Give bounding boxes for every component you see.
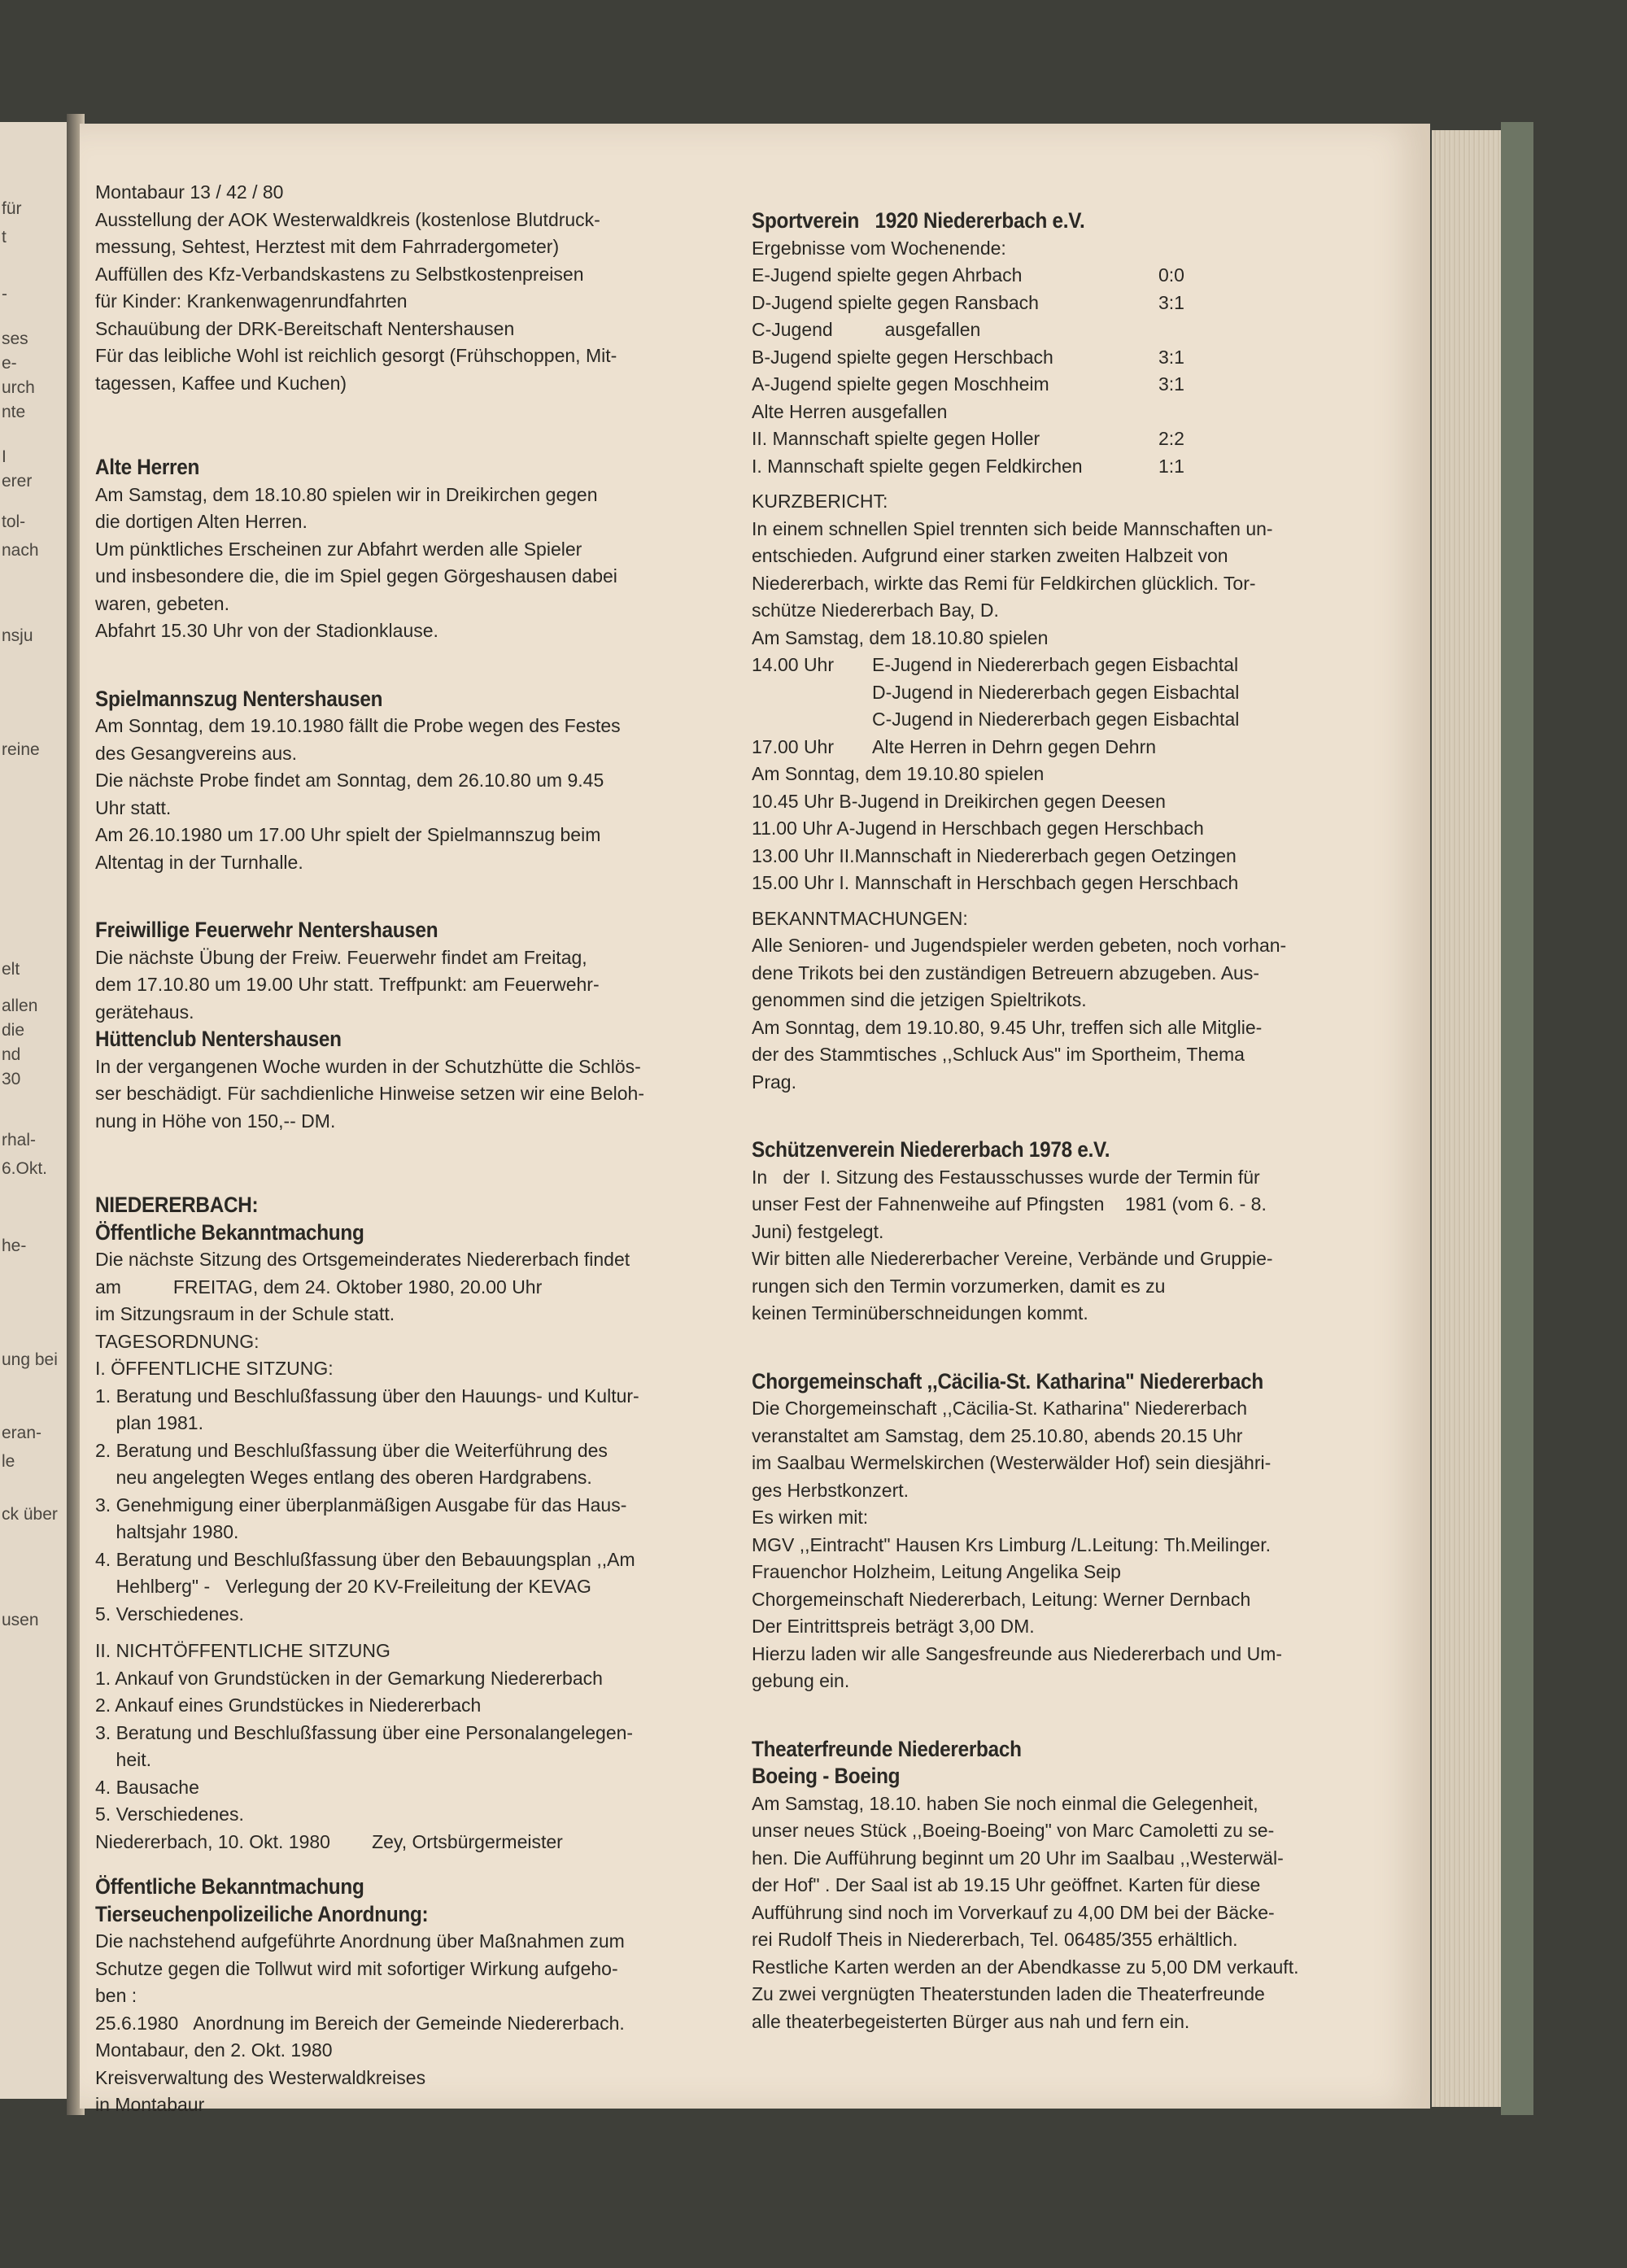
text-line: im Saalbau Wermelskirchen (Westerwälder Hof) sein diesjähri- (752, 1452, 1272, 1473)
left-page-fragment: erer (2, 472, 33, 491)
niedererbach-section (95, 1192, 722, 1856)
section-title: Alte Herren (95, 455, 200, 479)
agenda-item: 1. Beratung und Beschlußfassung über den Hauungs- und Kultur- (95, 1385, 639, 1407)
schedule-time: 14.00 Uhr (752, 654, 835, 675)
text-line: Auffüllen des Kfz-Verbandskastens zu Selbstkostenpreisen (95, 263, 584, 285)
left-page-fragment: 6.Okt. (2, 1159, 48, 1178)
text-line: Abfahrt 15.30 Uhr von der Stadionklause. (95, 620, 438, 641)
schedule-line: 11.00 Uhr A-Jugend in Herschbach gegen Herschbach (752, 818, 1204, 839)
tierseuchen-section (95, 1873, 722, 2119)
section-subtitle: Tierseuchenpolizeiliche Anordnung: (95, 1901, 429, 1926)
schedule-text: D-Jugend in Niedererbach gegen Eisbachtal (872, 681, 1240, 703)
text-line: der Hof" . Der Saal ist ab 19.15 Uhr geöffnet. Karten für diese (752, 1874, 1261, 1895)
text-line: alle theaterbegeisterten Bürger aus nah und fern ein. (752, 2010, 1190, 2032)
text-line: gerätehaus. (95, 1001, 194, 1023)
text-line: genommen sind die jetzigen Spieltrikots. (752, 989, 1087, 1010)
text-line: entschieden. Aufgrund einer starken zweiten Halbzeit von (752, 545, 1228, 566)
text-line: MGV ,,Eintracht" Hausen Krs Limburg /L.Leitung: Th.Meilinger. (752, 1533, 1271, 1555)
result-row (752, 290, 1411, 317)
text-line: Die nächste Übung der Freiw. Feuerwehr findet am Freitag, (95, 946, 587, 968)
previous-page-edge (0, 122, 72, 2099)
agenda-item: 3. Genehmigung einer überplanmäßigen Ausgabe für das Haus- (95, 1494, 627, 1516)
left-page-fragment: nsju (2, 626, 33, 645)
agenda-item: haltsjahr 1980. (95, 1521, 239, 1542)
section-subtitle: Boeing - Boeing (752, 1764, 901, 1788)
left-page-fragment: ung bei (2, 1350, 58, 1369)
text-line: Montabaur, den 2. Okt. 1980 (95, 2039, 333, 2061)
huettenclub-section (95, 1026, 722, 1135)
result-row (752, 262, 1411, 290)
schedule-row (752, 652, 1411, 679)
text-line: Um pünktliches Erscheinen zur Abfahrt werden alle Spieler (95, 538, 582, 560)
text-line: In einem schnellen Spiel trennten sich beide Mannschaften un- (752, 517, 1273, 539)
public-session-title: I. ÖFFENTLICHE SITZUNG: (95, 1358, 334, 1379)
agenda-item: 1. Ankauf von Grundstücken in der Gemarkung Niedererbach (95, 1667, 603, 1689)
left-page-fragment: eran- (2, 1424, 42, 1442)
schedule-time (752, 706, 872, 734)
text-line: 25.6.1980 Anordnung im Bereich der Gemeinde Niedererbach. (95, 2012, 625, 2034)
result-team: I. Mannschaft spielte gegen Feldkirchen (752, 455, 1083, 477)
agenda-item: 4. Beratung und Beschlußfassung über den Bebauungsplan ,,Am (95, 1548, 635, 1570)
left-page-fragment: die (2, 1021, 25, 1040)
text-line: In der I. Sitzung des Festausschusses wurde der Termin für (752, 1166, 1260, 1188)
result-team: II. Mannschaft spielte gegen Holler (752, 428, 1040, 449)
section-title: Chorgemeinschaft ,,Cäcilia-St. Katharina" Niedererbach (752, 1368, 1263, 1394)
text-line: ges Herbstkonzert. (752, 1479, 909, 1501)
text-line: In der vergangenen Woche wurden in der Schutzhütte die Schlös- (95, 1055, 641, 1077)
agenda-item: 3. Beratung und Beschlußfassung über eine Personalangelegen- (95, 1721, 634, 1743)
text-line: Am Samstag, dem 18.10.80 spielen wir in Dreikirchen gegen (95, 483, 598, 505)
left-page-fragment: elt (2, 960, 20, 979)
section-title: Sportverein 1920 Niedererbach e.V. (752, 208, 1085, 233)
text-line: Frauenchor Holzheim, Leitung Angelika Seip (752, 1561, 1121, 1582)
text-line: Aufführung sind noch im Vorverkauf zu 4,00 DM bei der Bäcke- (752, 1901, 1275, 1923)
left-page-fragment: allen (2, 997, 38, 1015)
private-session-title: II. NICHTÖFFENTLICHE SITZUNG (95, 1640, 390, 1661)
section-subtitle: Öffentliche Bekanntmachung (95, 1219, 364, 1245)
section-title: Freiwillige Feuerwehr Nentershausen (95, 918, 438, 942)
result-row (752, 344, 1411, 372)
result-team: C-Jugend ausgefallen (752, 319, 981, 340)
result-row (752, 371, 1411, 399)
result-score: 3:1 (1158, 346, 1184, 368)
schedule-row (752, 734, 1411, 761)
left-page-fragment: I (2, 447, 7, 466)
section-title: Öffentliche Bekanntmachung (95, 1874, 364, 1899)
text-line: Schauübung der DRK-Bereitschaft Nentershausen (95, 317, 515, 339)
text-line: Am Sonntag, dem 19.10.80 spielen (752, 763, 1045, 784)
agenda-item: 2. Beratung und Beschlußfassung über die Weiterführung des (95, 1439, 608, 1461)
text-line: unser Fest der Fahnenweihe auf Pfingsten 1981 (vom 6. - 8. (752, 1193, 1267, 1215)
text-line: Zu zwei vergnügten Theaterstunden laden die Theaterfreunde (752, 1983, 1265, 2004)
result-row (752, 453, 1411, 481)
result-score: 3:1 (1158, 373, 1184, 395)
agenda-item: 2. Ankauf eines Grundstückes in Niedererbach (95, 1694, 482, 1716)
text-line: Schutze gegen die Tollwut wird mit sofortiger Wirkung aufgeho- (95, 1957, 618, 1979)
text-line: gebung ein. (752, 1670, 850, 1691)
text-line: Hierzu laden wir alle Sangesfreunde aus Niedererbach und Um- (752, 1642, 1283, 1664)
agenda-title: TAGESORDNUNG: (95, 1330, 260, 1352)
text-line: veranstaltet am Samstag, dem 25.10.80, abends 20.15 Uhr (752, 1424, 1243, 1446)
result-team: Alte Herren ausgefallen (752, 400, 948, 422)
section-title: NIEDERERBACH: (95, 1193, 259, 1217)
agenda-item: neu angelegten Weges entlang des oberen Hardgrabens. (95, 1467, 592, 1488)
agenda-item: Hehlberg" - Verlegung der 20 KV-Freileitung der KEVAG (95, 1576, 591, 1597)
text-line: Die nächste Sitzung des Ortsgemeinderates Niedererbach findet (95, 1249, 630, 1270)
text-line: Am Samstag, dem 18.10.80 spielen (752, 626, 1049, 648)
result-team: A-Jugend spielte gegen Moschheim (752, 373, 1049, 395)
text-line: Chorgemeinschaft Niedererbach, Leitung: Werner Dernbach (752, 1588, 1251, 1610)
montabaur-event-block (95, 179, 722, 397)
text-line: Die nächste Probe findet am Sonntag, dem 26.10.80 um 9.45 (95, 770, 604, 791)
result-score: 0:0 (1158, 264, 1184, 286)
text-line: ben : (95, 1985, 137, 2006)
schedule-time: 17.00 Uhr (752, 735, 835, 757)
text-line: Kreisverwaltung des Westerwaldkreises (95, 2066, 426, 2088)
kurzbericht-title: KURZBERICHT: (752, 491, 888, 512)
result-team: E-Jugend spielte gegen Ahrbach (752, 264, 1023, 286)
theaterfreunde-section (752, 1736, 1411, 2036)
left-page-fragment: le (2, 1452, 15, 1471)
schuetzenverein-section (752, 1136, 1411, 1328)
schedule-time (752, 679, 872, 707)
text-line: Am Sonntag, dem 19.10.1980 fällt die Probe wegen des Festes (95, 715, 621, 736)
text-line: am FREITAG, dem 24. Oktober 1980, 20.00 Uhr (95, 1276, 543, 1298)
text-line: Am Sonntag, dem 19.10.80, 9.45 Uhr, treffen sich alle Mitglie- (752, 1016, 1263, 1038)
text-line: der des Stammtisches ,,Schluck Aus" im Sportheim, Thema (752, 1044, 1245, 1065)
saturday-schedule (752, 652, 1411, 761)
text-line: Montabaur 13 / 42 / 80 (95, 181, 284, 203)
result-row (752, 316, 1411, 344)
left-page-fragment: t (2, 228, 7, 246)
text-line: tagessen, Kaffee und Kuchen) (95, 372, 347, 394)
schedule-text: Alte Herren in Dehrn gegen Dehrn (872, 735, 1157, 757)
text-line: Alle Senioren- und Jugendspieler werden gebeten, noch vorhan- (752, 935, 1287, 956)
agenda-item: 4. Bausache (95, 1776, 199, 1798)
left-page-fragment: usen (2, 1611, 39, 1629)
book-cover-edge (1501, 122, 1533, 2115)
alte-herren-section (95, 454, 722, 645)
text-line: ser beschädigt. Für sachdienliche Hinweise setzen wir eine Beloh- (95, 1083, 645, 1104)
text-line: schütze Niedererbach Bay, D. (752, 600, 999, 621)
spielmannszug-section (95, 686, 722, 877)
schedule-line: 10.45 Uhr B-Jugend in Dreikirchen gegen Deesen (752, 790, 1166, 812)
text-line: Der Eintrittspreis beträgt 3,00 DM. (752, 1616, 1035, 1637)
text-line: Ausstellung der AOK Westerwaldkreis (kostenlose Blutdruck- (95, 208, 600, 230)
text-line: hen. Die Aufführung beginnt um 20 Uhr im Saalbau ,,Westerwäl- (752, 1847, 1284, 1869)
text-line: Wir bitten alle Niedererbacher Vereine, Verbände und Gruppie- (752, 1248, 1273, 1269)
left-page-fragment: ck über (2, 1505, 58, 1524)
text-line: Es wirken mit: (752, 1507, 869, 1528)
left-page-fragment: nach (2, 541, 39, 560)
section-title: Schützenverein Niedererbach 1978 e.V. (752, 1137, 1110, 1162)
schedule-row (752, 679, 1411, 707)
text-line: keinen Terminüberschneidungen kommt. (752, 1302, 1088, 1324)
left-page-fragment: he- (2, 1236, 27, 1255)
text-line: waren, gebeten. (95, 592, 229, 614)
result-score (1158, 399, 1240, 426)
agenda-item: 5. Verschiedenes. (95, 1803, 244, 1825)
text-line: und insbesondere die, die im Spiel gegen Görgeshausen dabei (95, 565, 617, 587)
result-row (752, 425, 1411, 453)
text-line: dene Trikots bei den zuständigen Betreuern abzugeben. Aus- (752, 962, 1259, 984)
left-page-fragment: für (2, 199, 22, 218)
text-line: Juni) festgelegt. (752, 1220, 884, 1242)
page-block-edge (1432, 130, 1501, 2107)
text-line: die dortigen Alten Herren. (95, 511, 308, 532)
left-page-fragment: rhal- (2, 1131, 37, 1149)
left-page-fragment: tol- (2, 512, 26, 531)
section-title: Hüttenclub Nentershausen (95, 1027, 342, 1051)
result-team: B-Jugend spielte gegen Herschbach (752, 346, 1053, 368)
text-line: unser neues Stück ,,Boeing-Boeing" von Marc Camoletti zu se- (752, 1820, 1275, 1841)
text-line: Prag. (752, 1071, 796, 1093)
result-score: 3:1 (1158, 291, 1184, 313)
agenda-item: heit. (95, 1749, 152, 1770)
left-page-fragment: nd (2, 1045, 21, 1064)
text-line: des Gesangvereins aus. (95, 742, 298, 764)
text-line: messung, Sehtest, Herztest mit dem Fahrradergometer) (95, 236, 560, 257)
right-column (752, 207, 1411, 2035)
sportverein-section (752, 207, 1411, 1096)
agenda-item: plan 1981. (95, 1412, 203, 1433)
bekanntmachungen-title: BEKANNTMACHUNGEN: (752, 907, 968, 929)
text-line: Ergebnisse vom Wochenende: (752, 237, 1006, 259)
text-line: im Sitzungsraum in der Schule statt. (95, 1303, 395, 1324)
schedule-row (752, 706, 1411, 734)
left-page-fragment: ses (2, 329, 28, 348)
schedule-text: E-Jugend in Niedererbach gegen Eisbachtal (872, 654, 1239, 675)
left-column (95, 179, 722, 2119)
result-team: D-Jugend spielte gegen Ransbach (752, 291, 1039, 313)
text-line: Die nachstehend aufgeführte Anordnung über Maßnahmen zum (95, 1930, 625, 1952)
schedule-line: 15.00 Uhr I. Mannschaft in Herschbach gegen Herschbach (752, 872, 1239, 893)
result-row (752, 399, 1411, 426)
chorgemeinschaft-section (752, 1368, 1411, 1695)
text-line: in Montabaur (95, 2094, 205, 2115)
text-line: Für das leibliche Wohl ist reichlich gesorgt (Frühschoppen, Mit- (95, 345, 617, 366)
text-line: für Kinder: Krankenwagenrundfahrten (95, 290, 408, 312)
left-page-fragment: urch (2, 378, 35, 397)
text-line: Die Chorgemeinschaft ,,Cäcilia-St. Katharina" Niedererbach (752, 1398, 1248, 1419)
text-line: Am 26.10.1980 um 17.00 Uhr spielt der Spielmannszug beim (95, 824, 601, 845)
text-line: rungen sich den Termin vorzumerken, damit es zu (752, 1275, 1166, 1297)
feuerwehr-section (95, 917, 722, 1026)
text-line: dem 17.10.80 um 19.00 Uhr statt. Treffpunkt: am Feuerwehr- (95, 974, 600, 995)
results-table (752, 262, 1411, 480)
result-score (1158, 316, 1240, 344)
left-page-fragment: reine (2, 740, 40, 759)
left-page-fragment: - (2, 285, 7, 303)
section-title: Theaterfreunde Niedererbach (752, 1736, 1022, 1761)
agenda-item: 5. Verschiedenes. (95, 1603, 244, 1625)
left-page-fragment: nte (2, 403, 26, 421)
left-page-fragment: 30 (2, 1070, 21, 1088)
result-score: 2:2 (1158, 428, 1184, 449)
signature-line: Niedererbach, 10. Okt. 1980 Zey, Ortsbürgermeister (95, 1830, 563, 1852)
result-score: 1:1 (1158, 455, 1184, 477)
text-line: Am Samstag, 18.10. haben Sie noch einmal die Gelegenheit, (752, 1792, 1258, 1814)
text-line: Uhr statt. (95, 796, 172, 818)
text-line: Altentag in der Turnhalle. (95, 851, 303, 873)
text-line: Restliche Karten werden an der Abendkasse zu 5,00 DM verkauft. (752, 1956, 1299, 1978)
section-title: Spielmannszug Nentershausen (95, 686, 383, 711)
schedule-text: C-Jugend in Niedererbach gegen Eisbachtal (872, 709, 1240, 730)
text-line: Niedererbach, wirkte das Remi für Feldkirchen glücklich. Tor- (752, 572, 1256, 594)
schedule-line: 13.00 Uhr II.Mannschaft in Niedererbach gegen Oetzingen (752, 844, 1237, 866)
text-line: rei Rudolf Theis in Niedererbach, Tel. 06485/355 erhältlich. (752, 1929, 1238, 1950)
left-page-fragment: e- (2, 354, 17, 373)
text-line: nung in Höhe von 150,-- DM. (95, 1110, 336, 1132)
